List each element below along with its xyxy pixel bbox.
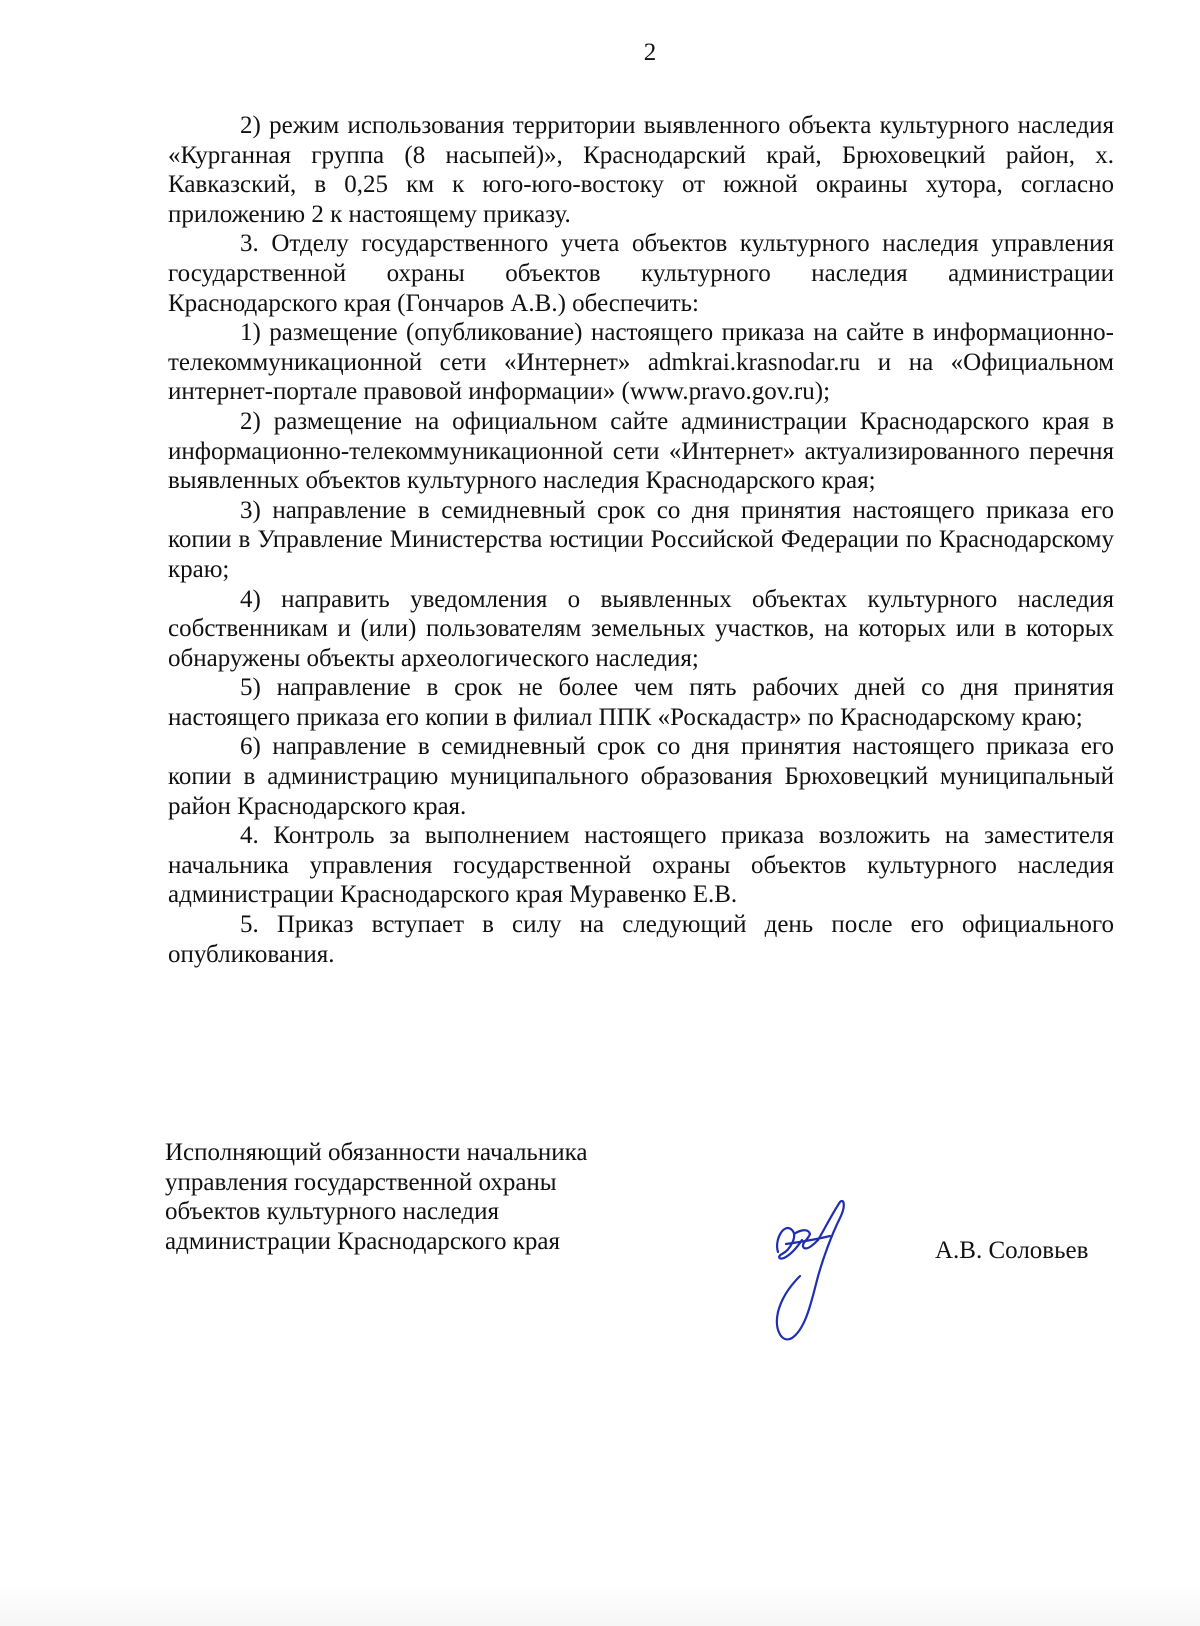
position-line: объектов культурного наследия [165,1198,499,1225]
paragraph-item-4-control: 4. Контроль за выполнением настоящего приказа возложить на заместителя начальника управления государственной охраны объектов культурного наследия администрации Краснодарского края Муравенко Е.В. [168,822,1114,909]
page-number: 2 [643,39,657,66]
paragraph-roskadastr: 5) направление в срок не более чем пять рабочих дней со дня принятия настоящего приказа его копии в филиал ППК «Роскадастр» по Краснодарскому краю; [168,674,1114,731]
paragraph-item-5-effective: 5. Приказ вступает в силу на следующий день после его официального опубликования. [168,911,1114,968]
position-line: Исполняющий обязанности начальника [165,1139,588,1166]
paragraph-notifications: 4) направить уведомления о выявленных объектах культурного наследия собственникам и (или) пользователям земельных участков, на которых или в которых обнаружены объекты археологического наследия; [168,585,1114,672]
document-body [168,111,1114,969]
paragraph-item-3: 3. Отделу государственного учета объектов культурного наследия управления государственной охраны объектов культурного наследия администрации Краснодарского края (Гончаров А.В.) обеспечить: [168,230,1114,317]
paragraph-usage-regime: 2) режим использования территории выявленного объекта культурного наследия «Курганная группа (8 насыпей)», Краснодарский край, Брюховецкий район, х. Кавказский, в 0,25 км к юго-юго-востоку от южной окраины хутора, согласно приложению 2 к настоящему приказу. [168,112,1114,228]
signer-name: А.В. Соловьев [935,1237,1089,1264]
signatory-position [165,1138,685,1256]
position-line: администрации Краснодарского края [165,1227,561,1255]
paragraph-ministry-justice: 3) направление в семидневный срок со дня принятия настоящего приказа его копии в Управление Министерства юстиции Российской Федерации по Краснодарскому краю; [168,496,1114,583]
handwritten-signature-icon [770,1200,860,1350]
paragraph-website-placement: 2) размещение на официальном сайте администрации Краснодарского края в информационно-телекоммуникационной сети «Интернет» актуализированного перечня выявленных объектов культурного наследия Краснодарского края; [168,407,1114,495]
position-line: управления государственной охраны [165,1168,557,1196]
scan-shade [0,1586,1200,1626]
paragraph-municipal-administration: 6) направление в семидневный срок со дня принятия настоящего приказа его копии в администрацию муниципального образования Брюховецкий муниципальный район Краснодарского края. [168,733,1114,820]
paragraph-publication: 1) размещение (опубликование) настоящего приказа на сайте в информационно-телекоммуникационной сети «Интернет» admkrai.krasnodar.ru и на «Официальном интернет-портале правовой информации» (www.pravo.gov.ru); [168,319,1114,406]
